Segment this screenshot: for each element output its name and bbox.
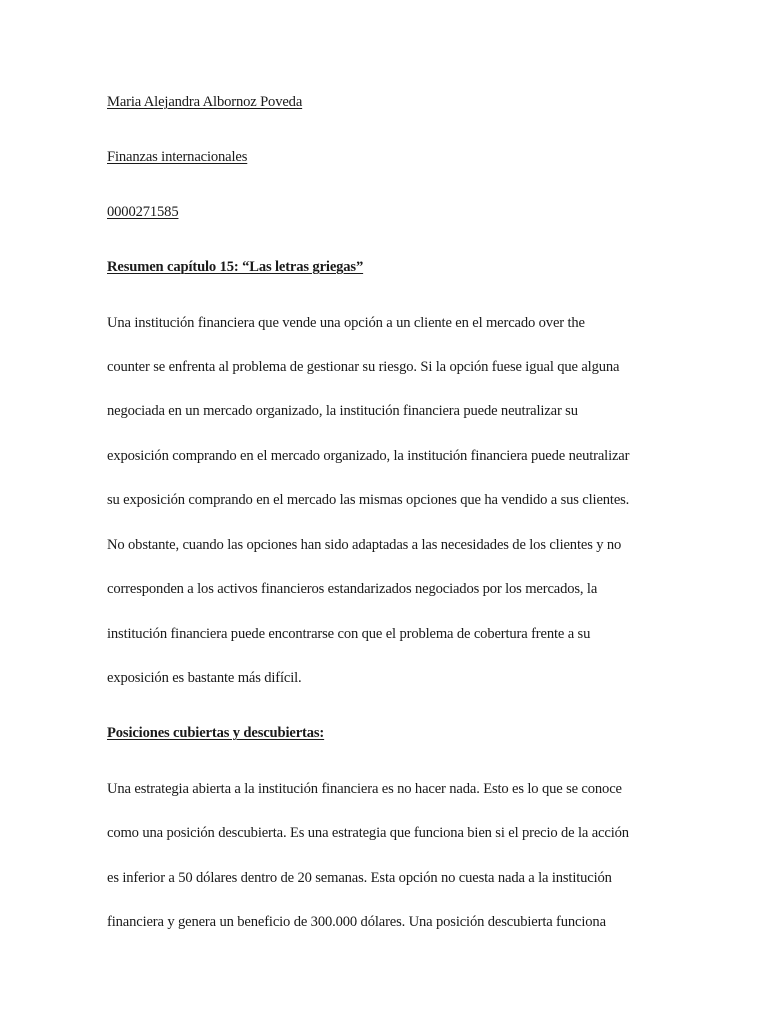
paragraph-line: su exposición comprando en el mercado las mismas opciones que ha vendido a sus clientes. — [107, 492, 630, 508]
paragraph-line: counter se enfrenta al problema de gestionar su riesgo. Si la opción fuese igual que alguna — [107, 359, 620, 375]
paragraph-line: exposición es bastante más difícil. — [107, 670, 302, 686]
student-id: 0000271585 — [107, 204, 179, 220]
paragraph-line: financiera y genera un beneficio de 300.000 dólares. Una posición descubierta funciona — [107, 914, 606, 930]
paragraph-line: es inferior a 50 dólares dentro de 20 semanas. Esta opción no cuesta nada a la institución — [107, 870, 612, 886]
paragraph-line: Una estrategia abierta a la institución financiera es no hacer nada. Esto es lo que se conoce — [107, 781, 622, 797]
paragraph-line: exposición comprando en el mercado organizado, la institución financiera puede neutralizar — [107, 448, 630, 464]
paragraph-line: No obstante, cuando las opciones han sido adaptadas a las necesidades de los clientes y no — [107, 537, 622, 553]
paragraph-line: institución financiera puede encontrarse con que el problema de cobertura frente a su — [107, 626, 591, 642]
paragraph-line: negociada en un mercado organizado, la institución financiera puede neutralizar su — [107, 403, 578, 419]
author-name: Maria Alejandra Albornoz Poveda — [107, 94, 303, 110]
paragraph-line: corresponden a los activos financieros estandarizados negociados por los mercados, la — [107, 581, 598, 597]
section-heading-summary: Resumen capítulo 15: “Las letras griegas” — [107, 259, 364, 275]
paragraph-line: Una institución financiera que vende una opción a un cliente en el mercado over the — [107, 315, 585, 331]
section-heading-positions: Posiciones cubiertas y descubiertas: — [107, 725, 325, 741]
paragraph-line: como una posición descubierta. Es una estrategia que funciona bien si el precio de la acción — [107, 825, 629, 841]
course-name: Finanzas internacionales — [107, 149, 248, 165]
